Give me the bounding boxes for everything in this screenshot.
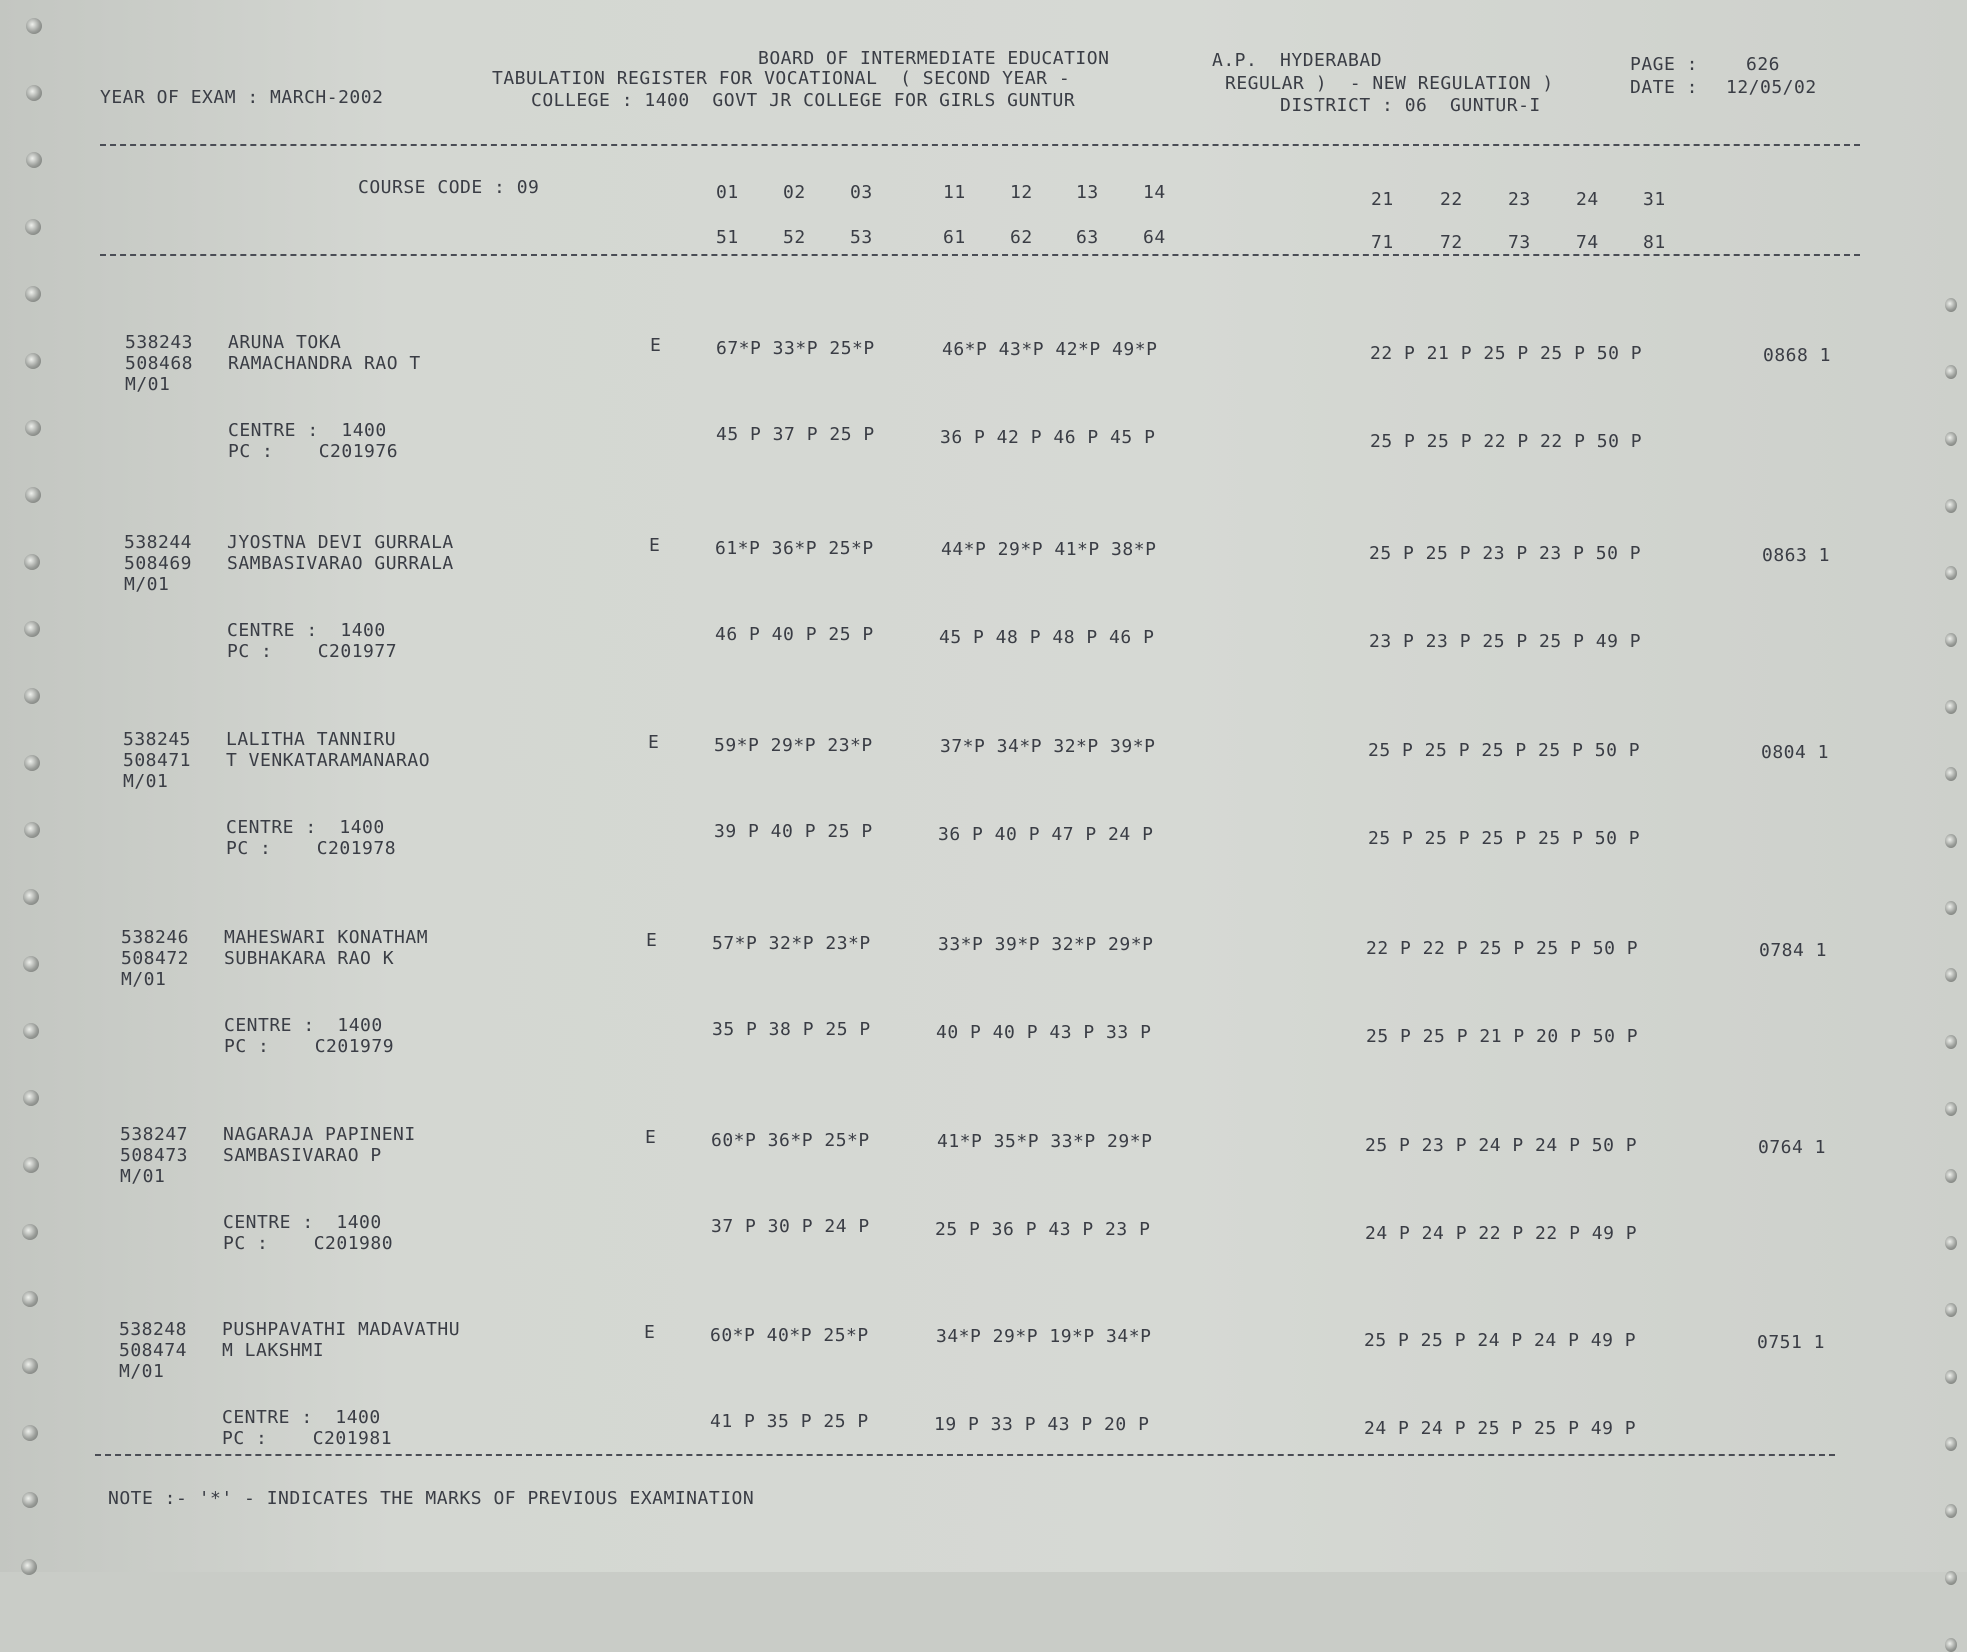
student-record: [0, 1124, 1967, 1324]
total-marks: 0764 1: [1758, 1137, 1827, 1158]
column-code: 53: [850, 227, 873, 248]
parent-name: SUBHAKARA RAO K: [224, 948, 395, 969]
exam-centre: CENTRE : 1400: [223, 1212, 382, 1233]
column-code: 14: [1143, 182, 1166, 203]
marks-group3-year1: 25 P 23 P 24 P 24 P 50 P: [1365, 1135, 1638, 1156]
category: M/01: [125, 374, 171, 395]
page-number: 626: [1746, 54, 1781, 75]
tractor-hole: [25, 286, 41, 302]
column-code: 51: [716, 227, 739, 248]
marks-group1-year1: 59*P 29*P 23*P: [714, 735, 873, 756]
column-code: 02: [783, 182, 806, 203]
marks-group2-year2: 36 P 42 P 46 P 45 P: [940, 427, 1156, 448]
parent-name: T VENKATARAMANARAO: [226, 750, 431, 771]
parent-name: M LAKSHMI: [222, 1340, 325, 1361]
pc-number: PC : C201980: [223, 1233, 394, 1254]
student-name: NAGARAJA PAPINENI: [223, 1124, 416, 1145]
parent-name: SAMBASIVARAO GURRALA: [227, 553, 454, 574]
course-code: COURSE CODE : 09: [358, 177, 540, 198]
marks-group3-year2: 25 P 25 P 21 P 20 P 50 P: [1366, 1026, 1639, 1047]
marks-group3-year2: 25 P 25 P 22 P 22 P 50 P: [1370, 431, 1643, 452]
total-marks: 0784 1: [1759, 940, 1828, 961]
marks-group1-year1: 61*P 36*P 25*P: [715, 538, 874, 559]
column-code: 52: [783, 227, 806, 248]
marks-group2-year1: 34*P 29*P 19*P 34*P: [936, 1326, 1152, 1347]
student-name: ARUNA TOKA: [228, 332, 342, 353]
student-name: MAHESWARI KONATHAM: [224, 927, 429, 948]
tractor-hole: [26, 152, 42, 168]
column-code: 22: [1440, 189, 1463, 210]
register-title: TABULATION REGISTER FOR VOCATIONAL ( SECOND YEAR -: [492, 68, 1071, 89]
category: M/01: [123, 771, 169, 792]
column-code: 72: [1440, 232, 1463, 253]
student-name: LALITHA TANNIRU: [226, 729, 397, 750]
footnote: NOTE :- '*' - INDICATES THE MARKS OF PREVIOUS EXAMINATION: [108, 1488, 755, 1509]
marks-group1-year2: 45 P 37 P 25 P: [716, 424, 875, 445]
hall-ticket-number: 538247: [120, 1124, 189, 1145]
category: M/01: [119, 1361, 165, 1382]
marks-group1-year1: 60*P 40*P 25*P: [710, 1325, 869, 1346]
column-code: 03: [850, 182, 873, 203]
category: M/01: [121, 969, 167, 990]
marks-group2-year2: 36 P 40 P 47 P 24 P: [938, 824, 1154, 845]
regulation: REGULAR ) - NEW REGULATION ): [1225, 73, 1554, 94]
marks-group3-year2: 23 P 23 P 25 P 25 P 49 P: [1369, 631, 1642, 652]
exam-centre: CENTRE : 1400: [228, 420, 387, 441]
hall-ticket-number: 538245: [123, 729, 192, 750]
column-code: 01: [716, 182, 739, 203]
marks-group1-year2: 35 P 38 P 25 P: [712, 1019, 871, 1040]
state-city: A.P. HYDERABAD: [1212, 50, 1383, 71]
district-line: DISTRICT : 06 GUNTUR-I: [1280, 95, 1541, 116]
marks-group1-year1: 67*P 33*P 25*P: [716, 338, 875, 359]
column-code: 71: [1371, 232, 1394, 253]
column-code: 64: [1143, 227, 1166, 248]
tractor-hole: [26, 18, 42, 34]
roll-code: 508474: [119, 1340, 188, 1361]
student-record: [0, 729, 1967, 929]
college-line: COLLEGE : 1400 GOVT JR COLLEGE FOR GIRLS GUNTUR: [531, 90, 1076, 111]
parent-name: RAMACHANDRA RAO T: [228, 353, 421, 374]
marks-group3-year2: 25 P 25 P 25 P 25 P 50 P: [1368, 828, 1641, 849]
marks-group1-year1: 60*P 36*P 25*P: [711, 1130, 870, 1151]
tractor-hole: [25, 219, 41, 235]
hall-ticket-number: 538244: [124, 532, 193, 553]
pc-number: PC : C201976: [228, 441, 399, 462]
tractor-hole: [1945, 1638, 1957, 1652]
parent-name: SAMBASIVARAO P: [223, 1145, 382, 1166]
tractor-hole: [26, 85, 42, 101]
hall-ticket-number: 538243: [125, 332, 194, 353]
student-record: [0, 927, 1967, 1127]
marks-group3-year1: 25 P 25 P 23 P 23 P 50 P: [1369, 543, 1642, 564]
category: M/01: [120, 1166, 166, 1187]
exam-centre: CENTRE : 1400: [227, 620, 386, 641]
pc-number: PC : C201978: [226, 838, 397, 859]
marks-group1-year2: 37 P 30 P 24 P: [711, 1216, 870, 1237]
exam-centre: CENTRE : 1400: [222, 1407, 381, 1428]
tractor-hole: [1945, 1571, 1957, 1585]
marks-group3-year2: 24 P 24 P 22 P 22 P 49 P: [1365, 1223, 1638, 1244]
column-code: 12: [1010, 182, 1033, 203]
hall-ticket-number: 538248: [119, 1319, 188, 1340]
date-label: DATE :: [1630, 77, 1699, 98]
year-of-exam: YEAR OF EXAM : MARCH-2002: [100, 87, 384, 108]
marks-group2-year1: 41*P 35*P 33*P 29*P: [937, 1131, 1153, 1152]
divider-bottom: [95, 1454, 1835, 1456]
marks-group3-year1: 25 P 25 P 24 P 24 P 49 P: [1364, 1330, 1637, 1351]
marks-group2-year1: 37*P 34*P 32*P 39*P: [940, 736, 1156, 757]
roll-code: 508468: [125, 353, 194, 374]
medium: E: [646, 930, 658, 951]
marks-group3-year1: 22 P 21 P 25 P 25 P 50 P: [1370, 343, 1643, 364]
hall-ticket-number: 538246: [121, 927, 190, 948]
student-record: [0, 532, 1967, 732]
marks-group2-year1: 33*P 39*P 32*P 29*P: [938, 934, 1154, 955]
print-date: 12/05/02: [1726, 77, 1817, 98]
column-code: 74: [1576, 232, 1599, 253]
exam-centre: CENTRE : 1400: [224, 1015, 383, 1036]
medium: E: [649, 535, 661, 556]
marks-group3-year2: 24 P 24 P 25 P 25 P 49 P: [1364, 1418, 1637, 1439]
medium: E: [650, 335, 662, 356]
marks-group2-year2: 45 P 48 P 48 P 46 P: [939, 627, 1155, 648]
marks-group2-year2: 40 P 40 P 43 P 33 P: [936, 1022, 1152, 1043]
student-name: JYOSTNA DEVI GURRALA: [227, 532, 454, 553]
pc-number: PC : C201977: [227, 641, 398, 662]
marks-group3-year1: 25 P 25 P 25 P 25 P 50 P: [1368, 740, 1641, 761]
medium: E: [648, 732, 660, 753]
total-marks: 0804 1: [1761, 742, 1830, 763]
column-code: 21: [1371, 189, 1394, 210]
marks-group1-year2: 41 P 35 P 25 P: [710, 1411, 869, 1432]
category: M/01: [124, 574, 170, 595]
board-title: BOARD OF INTERMEDIATE EDUCATION: [758, 48, 1110, 69]
exam-centre: CENTRE : 1400: [226, 817, 385, 838]
pc-number: PC : C201981: [222, 1428, 393, 1449]
divider-top: [100, 144, 1860, 146]
roll-code: 508469: [124, 553, 193, 574]
column-code: 24: [1576, 189, 1599, 210]
pc-number: PC : C201979: [224, 1036, 395, 1057]
column-code: 11: [943, 182, 966, 203]
marks-group1-year1: 57*P 32*P 23*P: [712, 933, 871, 954]
roll-code: 508473: [120, 1145, 189, 1166]
marks-group1-year2: 39 P 40 P 25 P: [714, 821, 873, 842]
column-code: 13: [1076, 182, 1099, 203]
column-code: 31: [1643, 189, 1666, 210]
student-name: PUSHPAVATHI MADAVATHU: [222, 1319, 461, 1340]
marks-group2-year1: 46*P 43*P 42*P 49*P: [942, 339, 1158, 360]
total-marks: 0751 1: [1757, 1332, 1826, 1353]
total-marks: 0868 1: [1763, 345, 1832, 366]
roll-code: 508471: [123, 750, 192, 771]
column-code: 63: [1076, 227, 1099, 248]
column-code: 23: [1508, 189, 1531, 210]
student-record: [0, 332, 1967, 532]
medium: E: [644, 1322, 656, 1343]
column-code: 81: [1643, 232, 1666, 253]
column-code: 61: [943, 227, 966, 248]
marks-group1-year2: 46 P 40 P 25 P: [715, 624, 874, 645]
column-code: 73: [1508, 232, 1531, 253]
divider-columns: [100, 254, 1860, 256]
marks-group2-year2: 25 P 36 P 43 P 23 P: [935, 1219, 1151, 1240]
marks-group3-year1: 22 P 22 P 25 P 25 P 50 P: [1366, 938, 1639, 959]
page-label: PAGE :: [1630, 54, 1699, 75]
roll-code: 508472: [121, 948, 190, 969]
marks-group2-year1: 44*P 29*P 41*P 38*P: [941, 539, 1157, 560]
medium: E: [645, 1127, 657, 1148]
column-code: 62: [1010, 227, 1033, 248]
marks-group2-year2: 19 P 33 P 43 P 20 P: [934, 1414, 1150, 1435]
tractor-hole: [1945, 298, 1957, 312]
tractor-hole: [21, 1559, 37, 1575]
total-marks: 0863 1: [1762, 545, 1831, 566]
